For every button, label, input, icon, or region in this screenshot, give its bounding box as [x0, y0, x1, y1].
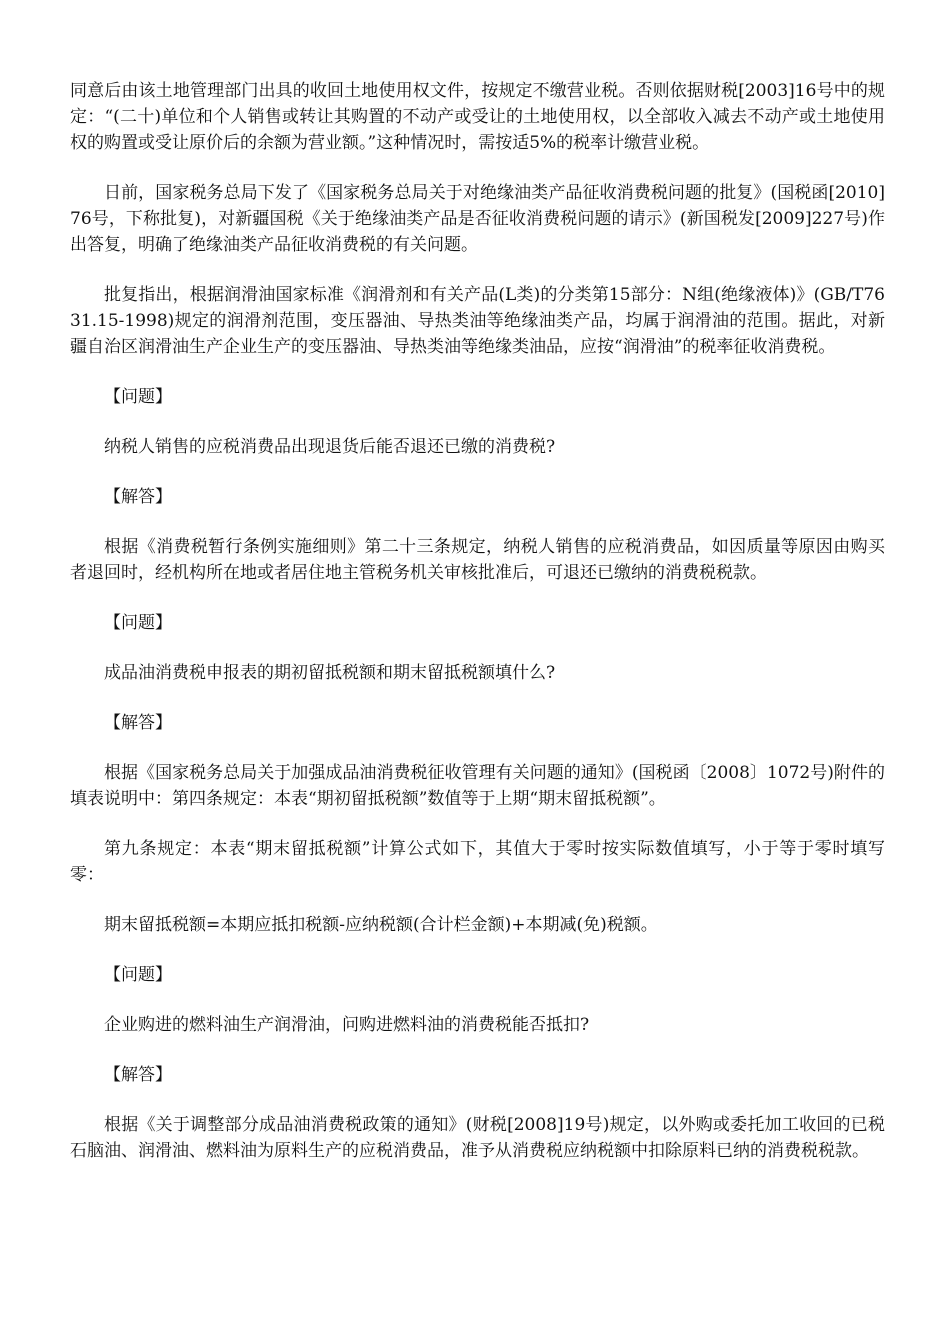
- answer-text: 根据《消费税暂行条例实施细则》第二十三条规定，纳税人销售的应税消费品，如因质量等原因由购买者退回时，经机构所在地或者居住地主管税务机关审核批准后，可退还已缴纳的消费税税款。: [70, 537, 885, 583]
- question-text: 成品油消费税申报表的期初留抵税额和期末留抵税额填什么?: [104, 663, 556, 683]
- answer-heading: 【解答】: [104, 487, 172, 507]
- question-text: 纳税人销售的应税消费品出现退货后能否退还已缴的消费税?: [104, 437, 556, 457]
- question-heading: 【问题】: [104, 387, 172, 407]
- question-text: 企业购进的燃料油生产润滑油，问购进燃料油的消费税能否抵扣?: [104, 1015, 590, 1035]
- answer-text: 第九条规定：本表“期末留抵税额”计算公式如下，其值大于零时按实际数值填写，小于等于零时填写零：: [70, 839, 885, 885]
- answer-text: 根据《关于调整部分成品油消费税政策的通知》(财税[2008]19号)规定，以外购或委托加工收回的已税石脑油、润滑油、燃料油为原料生产的应税消费品，准予从消费税应纳税额中扣除原料已纳的消费税税款。: [70, 1115, 885, 1161]
- paragraph-reply-content: 批复指出，根据润滑油国家标准《润滑剂和有关产品(L类)的分类第15部分：N组(绝缘液体)》(GB/T7631.15-1998)规定的润滑剂范围，变压器油、导热类油等绝缘油类产品，均属于润滑油的范围。据此，对新疆自治区润滑油生产企业生产的变压器油、导热类油等绝缘类油品，应按“润滑油”的税率征收消费税。: [70, 285, 885, 357]
- document-body: [70, 78, 885, 1188]
- question-heading: 【问题】: [104, 613, 172, 633]
- formula-text: 期末留抵税额=本期应抵扣税额-应纳税额(合计栏金额)+本期减(免)税额。: [104, 915, 658, 935]
- question-heading: 【问题】: [104, 965, 172, 985]
- answer-heading: 【解答】: [104, 1065, 172, 1085]
- answer-heading: 【解答】: [104, 713, 172, 733]
- paragraph-continuation: 同意后由该土地管理部门出具的收回土地使用权文件，按规定不缴营业税。否则依据财税[2003]16号中的规定：“(二十)单位和个人销售或转让其购置的不动产或受让的土地使用权，以全部收入减去不动产或土地使用权的购置或受让原价后的余额为营业额。”这种情况时，需按适5%的税率计缴营业税。: [70, 81, 885, 153]
- paragraph-news-intro: 日前，国家税务总局下发了《国家税务总局关于对绝缘油类产品征收消费税问题的批复》(国税函[2010]76号，下称批复)，对新疆国税《关于绝缘油类产品是否征收消费税问题的请示》(新国税发[2009]227号)作出答复，明确了绝缘油类产品征收消费税的有关问题。: [70, 183, 885, 255]
- answer-text: 根据《国家税务总局关于加强成品油消费税征收管理有关问题的通知》(国税函〔2008〕1072号)附件的填表说明中：第四条规定：本表“期初留抵税额”数值等于上期“期末留抵税额”。: [70, 763, 885, 809]
